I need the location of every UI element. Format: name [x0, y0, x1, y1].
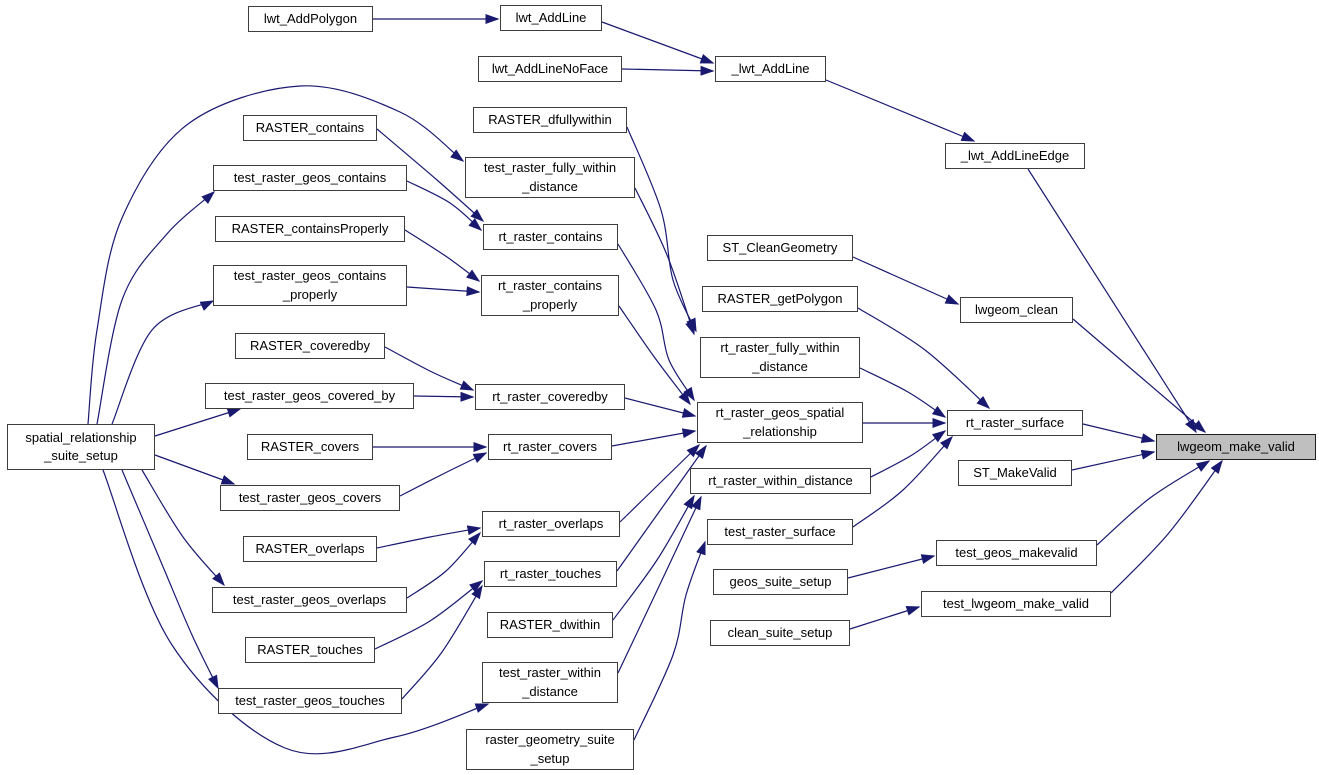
graph-node-label: rt_raster_within_distance [708, 472, 853, 488]
graph-node-geos_suite_setup[interactable] [713, 569, 848, 595]
edge-geos_suite_setup--test_geos_makevalid [848, 556, 934, 578]
graph-node-ST_CleanGeometry[interactable] [707, 235, 853, 261]
graph-node-label: test_raster_surface [724, 523, 836, 539]
graph-node-rt_raster_contains[interactable] [483, 224, 618, 250]
graph-node-RASTER_dfullywithin[interactable] [473, 107, 627, 133]
graph-node-label: lwt_AddPolygon [263, 10, 358, 26]
graph-node-label: RASTER_contains [255, 119, 365, 135]
graph-node-lwt_AddPolygon[interactable] [248, 6, 373, 32]
graph-node-label: RASTER_containsProperly [231, 220, 389, 236]
graph-node-label: test_lwgeom_make_valid [943, 595, 1089, 611]
graph-node-rt_raster_covers[interactable] [488, 434, 612, 460]
edge-ST_MakeValid--lwgeom_make_valid [1072, 452, 1154, 470]
edge-test_raster_geos_touches--rt_raster_touches [402, 586, 482, 699]
graph-node-RASTER_containsProperly[interactable] [215, 216, 405, 242]
graph-node-test_raster_surface[interactable] [707, 519, 853, 545]
graph-node-label: RASTER_overlaps [255, 540, 365, 556]
graph-node-label: test_raster_geos_contains [233, 169, 387, 185]
graph-node-label: _properly [522, 296, 578, 312]
edge-test_raster_geos_contains_properly--rt_raster_contains_properly [407, 287, 479, 292]
graph-node-test_raster_geos_covered_by[interactable] [205, 383, 414, 409]
graph-node-label: rt_raster_touches [499, 565, 602, 581]
graph-node-label: test_raster_geos_covered_by [223, 387, 396, 403]
graph-node-rt_raster_overlaps[interactable] [482, 511, 620, 537]
edge-RASTER_getPolygon--rt_raster_surface [858, 308, 989, 408]
graph-node-RASTER_coveredby[interactable] [235, 333, 385, 359]
edge-spatial_relationship_suite_setup--test_raster_geos_overlaps [142, 470, 224, 585]
edge-spatial_relationship_suite_setup--test_raster_geos_covers [155, 455, 234, 484]
graph-node-label: lwt_AddLineNoFace [491, 60, 609, 76]
graph-node-label: rt_raster_geos_spatial [715, 405, 845, 421]
graph-node-spatial_relationship_suite_setup[interactable] [7, 424, 155, 470]
graph-node-label: _distance [522, 178, 578, 194]
graph-node-test_raster_fully_within_distance[interactable] [465, 157, 635, 198]
edge-_lwt_AddLine--_lwt_AddLineEdge [826, 80, 974, 141]
graph-node-label: RASTER_getPolygon [717, 290, 843, 306]
graph-node-label: rt_raster_covers [503, 438, 597, 454]
edge-test_raster_fully_within_distance--rt_raster_fully_within_distance [635, 188, 694, 334]
edge-spatial_relationship_suite_setup--test_raster_geos_touches [122, 470, 218, 688]
graph-node-label: test_raster_geos_contains [233, 268, 387, 284]
edge-rt_raster_contains_properly--rt_raster_geos_spatial_relationship [619, 306, 690, 404]
graph-node-label: clean_suite_setup [727, 624, 833, 640]
graph-node-label: rt_raster_coveredby [492, 388, 608, 404]
graph-node-test_raster_geos_covers[interactable] [220, 485, 400, 511]
edge-RASTER_containsProperly--rt_raster_contains_properly [405, 230, 479, 281]
graph-node-label: spatial_relationship [25, 429, 137, 445]
edge-test_lwgeom_make_valid--lwgeom_make_valid [1111, 461, 1222, 593]
graph-node-label: RASTER_touches [257, 641, 363, 657]
graph-node-lwgeom_make_valid[interactable] [1156, 434, 1316, 460]
graph-node-RASTER_covers[interactable] [247, 434, 373, 460]
graph-node-label: RASTER_dfullywithin [488, 111, 612, 127]
graph-node-label: RASTER_dwithin [499, 616, 601, 632]
graph-node-RASTER_contains[interactable] [243, 115, 377, 141]
graph-node-rt_raster_contains_properly[interactable] [481, 275, 619, 316]
graph-node-label: test_raster_within [499, 665, 601, 681]
graph-node-test_lwgeom_make_valid[interactable] [921, 591, 1111, 617]
graph-node-lwt_AddLineNoFace[interactable] [478, 56, 622, 82]
graph-node-ST_MakeValid[interactable] [958, 460, 1072, 486]
graph-node-test_raster_geos_touches[interactable] [218, 688, 402, 714]
graph-node-label: rt_raster_surface [965, 414, 1065, 430]
graph-node-clean_suite_setup[interactable] [710, 620, 850, 646]
graph-node-rt_raster_surface[interactable] [947, 410, 1083, 436]
graph-node-label: ST_MakeValid [973, 464, 1057, 480]
edge-test_raster_geos_covers--rt_raster_covers [400, 453, 486, 496]
edge-RASTER_dwithin--rt_raster_within_distance [613, 496, 694, 620]
graph-node-lwgeom_clean[interactable] [960, 297, 1073, 323]
graph-node-label: test_raster_fully_within [483, 160, 617, 176]
edge-spatial_relationship_suite_setup--test_raster_geos_contains [97, 192, 214, 424]
graph-node-_lwt_AddLineEdge[interactable] [945, 143, 1085, 169]
graph-node-label: lwt_AddLine [515, 9, 587, 25]
edge-ST_CleanGeometry--lwgeom_clean [853, 257, 958, 304]
graph-node-label: geos_suite_setup [729, 573, 832, 589]
graph-node-label: _setup [530, 750, 570, 766]
edge-spatial_relationship_suite_setup--test_raster_geos_contains_properly [112, 301, 213, 424]
edge-raster_geometry_suite_setup--test_raster_surface [634, 542, 705, 740]
graph-node-rt_raster_fully_within_distance[interactable] [700, 337, 860, 378]
graph-node-label: _relationship [743, 423, 817, 439]
graph-node-rt_raster_touches[interactable] [484, 561, 617, 587]
graph-node-test_raster_geos_contains_properly[interactable] [213, 265, 407, 306]
graph-node-RASTER_getPolygon[interactable] [702, 286, 858, 312]
edge-test_raster_geos_covered_by--rt_raster_coveredby [414, 396, 473, 397]
graph-node-label: _properly [282, 286, 338, 302]
graph-node-label: _distance [752, 358, 808, 374]
graph-node-label: test_raster_geos_overlaps [232, 591, 387, 607]
graph-node-label: RASTER_coveredby [250, 337, 370, 353]
graph-node-_lwt_AddLine[interactable] [715, 56, 826, 82]
graph-node-RASTER_overlaps[interactable] [243, 536, 377, 562]
graph-node-label: _suite_setup [44, 448, 118, 463]
graph-node-raster_geometry_suite_setup[interactable] [466, 729, 634, 770]
edge-rt_raster_within_distance--rt_raster_surface [871, 431, 945, 477]
edge-rt_raster_surface--lwgeom_make_valid [1083, 424, 1154, 441]
edge-RASTER_dfullywithin--rt_raster_fully_within_distance [627, 127, 696, 331]
edge-test_raster_geos_overlaps--rt_raster_overlaps [407, 533, 480, 598]
graph-node-RASTER_dwithin[interactable] [487, 612, 613, 638]
edge-RASTER_overlaps--rt_raster_overlaps [377, 528, 480, 548]
graph-node-test_raster_geos_contains[interactable] [213, 165, 407, 191]
edge-rt_raster_covers--rt_raster_geos_spatial_relationship [612, 431, 695, 446]
edge-lwt_AddLineNoFace--_lwt_AddLine [622, 69, 713, 71]
graph-node-lwt_AddLine[interactable] [500, 5, 602, 31]
graph-node-test_raster_within_distance[interactable] [482, 662, 618, 703]
graph-node-label: lwgeom_make_valid [1177, 438, 1295, 454]
edge-rt_raster_coveredby--rt_raster_geos_spatial_relationship [625, 398, 695, 416]
graph-node-label: rt_raster_contains [498, 228, 603, 244]
graph-node-RASTER_touches[interactable] [245, 637, 375, 663]
graph-node-label: test_raster_geos_covers [238, 489, 382, 505]
graph-node-label: rt_raster_contains [497, 278, 603, 294]
graph-node-label: rt_raster_overlaps [498, 515, 604, 531]
graph-node-label: _distance [522, 683, 578, 699]
edge-rt_raster_fully_within_distance--rt_raster_surface [860, 368, 945, 417]
graph-node-rt_raster_geos_spatial_relationship[interactable] [697, 402, 863, 443]
graph-node-label: _lwt_AddLine [731, 60, 810, 76]
graph-node-label: _lwt_AddLineEdge [960, 147, 1070, 163]
graph-node-label: RASTER_covers [260, 438, 360, 454]
graph-node-label: test_raster_geos_touches [235, 692, 385, 708]
edge-clean_suite_setup--test_lwgeom_make_valid [850, 607, 919, 629]
edge-lwgeom_clean--lwgeom_make_valid [1073, 319, 1205, 432]
edge-spatial_relationship_suite_setup--test_raster_geos_covered_by [155, 409, 240, 436]
graph-node-label: lwgeom_clean [974, 301, 1059, 317]
graph-node-label: raster_geometry_suite [485, 732, 615, 748]
graph-node-test_geos_makevalid[interactable] [936, 540, 1097, 566]
graph-node-rt_raster_within_distance[interactable] [690, 468, 871, 494]
graph-node-label: test_geos_makevalid [955, 544, 1078, 560]
graph-node-label: rt_raster_fully_within [720, 340, 840, 356]
graph-node-test_raster_geos_overlaps[interactable] [212, 587, 407, 613]
graph-node-label: ST_CleanGeometry [722, 239, 838, 255]
graph-node-rt_raster_coveredby[interactable] [475, 384, 625, 410]
